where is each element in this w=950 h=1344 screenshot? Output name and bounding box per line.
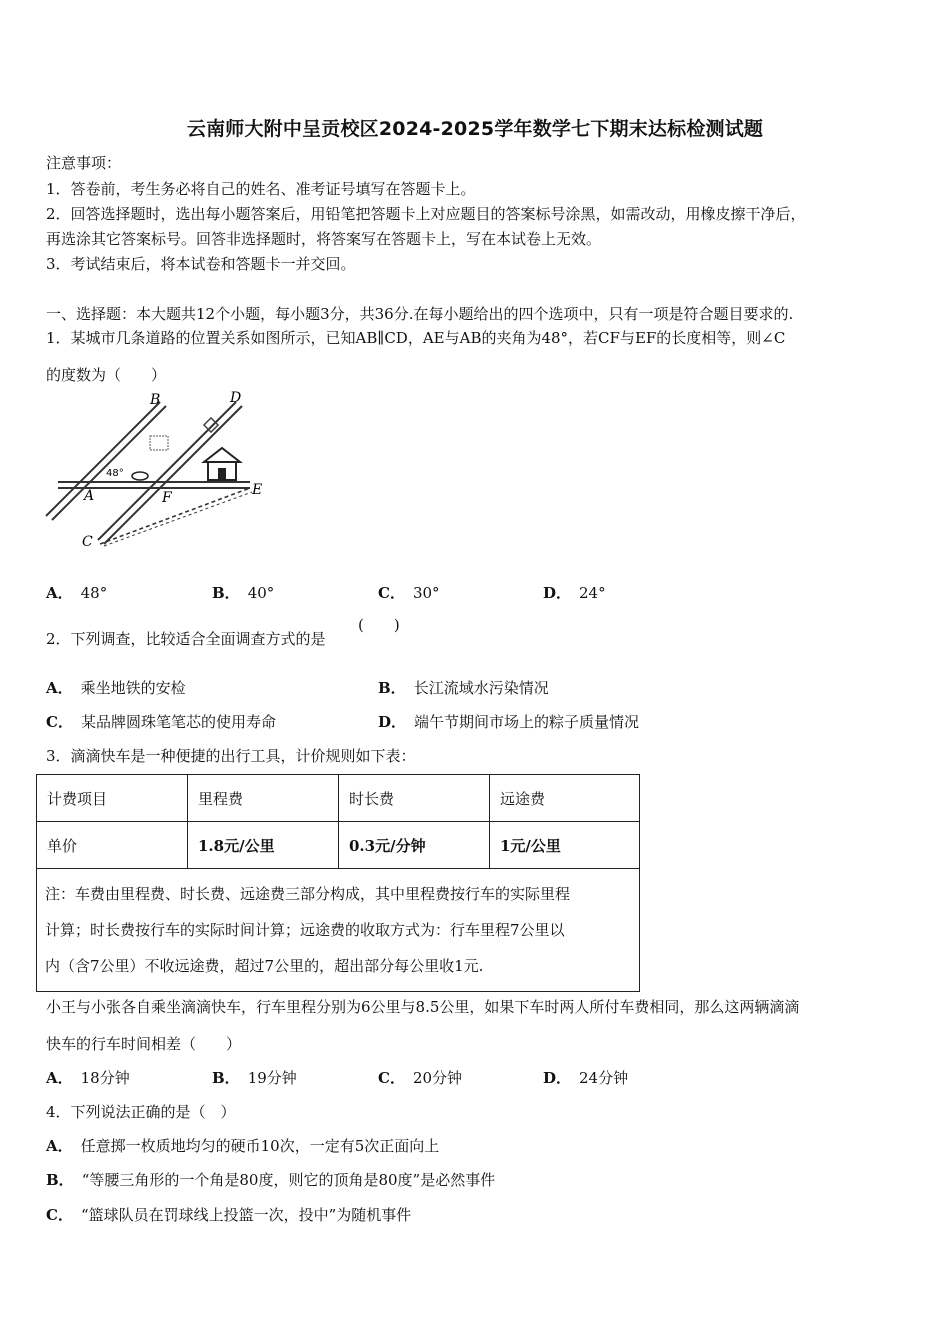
note-line: 注：车费由里程费、时长费、远途费三部分构成，其中里程费按行车的实际里程: [45, 885, 571, 903]
q3-option-d[interactable]: D． 24分钟: [543, 1069, 629, 1087]
label-A: A: [84, 488, 95, 504]
q4-option-a[interactable]: A． 任意掷一枚质地均匀的硬币10次，一定有5次正面向上: [46, 1137, 440, 1155]
q3-question: 小王与小张各自乘坐滴滴快车，行车里程分别为6公里与8.5公里，如果下车时两人所付车费相同，那么这两辆滴滴: [46, 998, 800, 1016]
q2-stem: 2．下列调查，比较适合全面调查方式的是: [46, 630, 326, 648]
q3-question-cont: 快车的行车时间相差（ ）: [46, 1035, 242, 1053]
table-header-row: [37, 775, 640, 822]
q2-answer-paren: ( ): [358, 616, 400, 634]
q2-option-b[interactable]: B． 长江流域水污染情况: [378, 679, 549, 697]
q3-option-b[interactable]: B． 19分钟: [212, 1069, 297, 1087]
q3-stem: 3．滴滴快车是一种便捷的出行工具，计价规则如下表：: [46, 747, 416, 765]
label-E: E: [252, 482, 263, 498]
q4-option-b[interactable]: B． “等腰三角形的一个角是80度，则它的顶角是80度”是必然事件: [46, 1171, 496, 1189]
note-line: 计算；时长费按行车的实际时间计算；远途费的收取方式为：行车里程7公里以: [45, 921, 565, 939]
q1-stem-cont: 的度数为（ ）: [46, 366, 167, 384]
q4-stem: 4．下列说法正确的是（ ）: [46, 1103, 236, 1121]
q2-option-d[interactable]: D． 端午节期间市场上的粽子质量情况: [378, 713, 640, 731]
q2-option-c[interactable]: C． 某品牌圆珠笔笔芯的使用寿命: [46, 713, 276, 731]
label-C: C: [82, 534, 93, 550]
table-header-cell: 时长费: [339, 775, 490, 822]
table-row: [37, 822, 640, 869]
table-cell: 单价: [37, 822, 188, 869]
table-note: [37, 869, 640, 992]
table-cell: 1元/公里: [490, 822, 640, 869]
q1-option-b[interactable]: B． 40°: [212, 584, 275, 602]
notice-item: 再选涂其它答案标号。回答非选择题时，将答案写在答题卡上，写在本试卷上无效。: [46, 230, 602, 248]
q4-option-c[interactable]: C． “篮球队员在罚球线上投篮一次，投中”为随机事件: [46, 1206, 412, 1224]
table-header-cell: 远途费: [490, 775, 640, 822]
q1-option-a[interactable]: A． 48°: [46, 584, 108, 602]
notice-item: 1．答卷前，考生务必将自己的姓名、准考证号填写在答题卡上。: [46, 180, 476, 198]
label-D: D: [230, 390, 242, 406]
label-F: F: [162, 490, 172, 506]
notice-heading: 注意事项：: [46, 154, 122, 172]
table-cell: 0.3元/分钟: [339, 822, 490, 869]
angle-label: 48°: [106, 468, 124, 479]
q2-option-a[interactable]: A． 乘坐地铁的安检: [46, 679, 186, 697]
label-B: B: [150, 392, 161, 408]
table-note-row: [37, 869, 640, 992]
q1-option-c[interactable]: C． 30°: [378, 584, 440, 602]
q3-option-a[interactable]: A． 18分钟: [46, 1069, 130, 1087]
notice-item: 3．考试结束后，将本试卷和答题卡一并交回。: [46, 255, 356, 273]
q1-option-d[interactable]: D． 24°: [543, 584, 606, 602]
fare-table: [36, 774, 640, 992]
page-title: 云南师大附中呈贡校区2024-2025学年数学七下期末达标检测试题: [186, 118, 764, 140]
road-diagram: [40, 390, 280, 560]
table-cell: 1.8元/公里: [188, 822, 339, 869]
note-line: 内（含7公里）不收远途费，超过7公里的，超出部分每公里收1元.: [45, 957, 484, 975]
section-heading: 一、选择题：本大题共12个小题，每小题3分，共36分.在每小题给出的四个选项中，只有一项是符合题目要求的.: [46, 305, 794, 323]
table-header-cell: 里程费: [188, 775, 339, 822]
notice-item: 2．回答选择题时，选出每小题答案后，用铅笔把答题卡上对应题目的答案标号涂黑，如需改动，用橡皮擦干净后，: [46, 205, 806, 223]
q3-option-c[interactable]: C． 20分钟: [378, 1069, 463, 1087]
q1-stem: 1．某城市几条道路的位置关系如图所示，已知AB∥CD，AE与AB的夹角为48°，若CF与EF的长度相等，则∠C: [46, 329, 786, 347]
table-header-cell: 计费项目: [37, 775, 188, 822]
